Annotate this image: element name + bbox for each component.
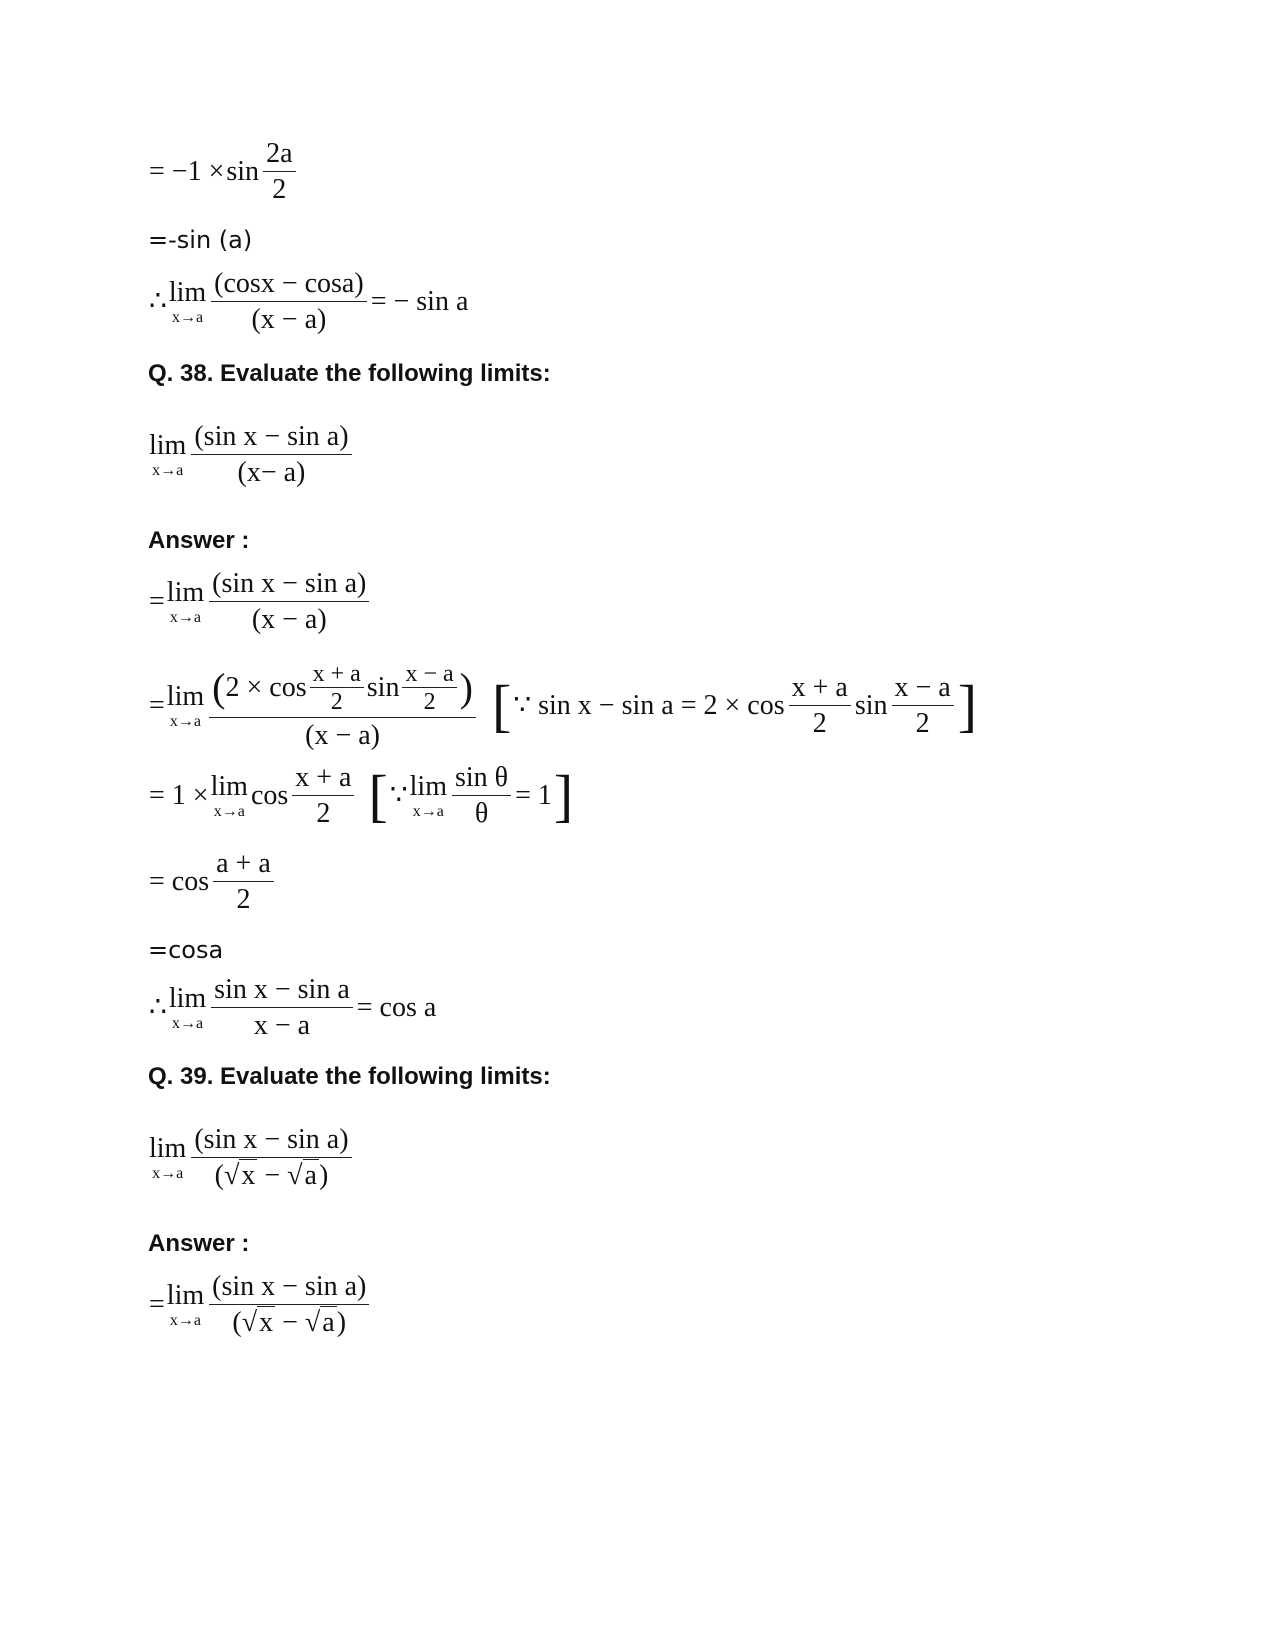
minus-sign: − xyxy=(264,1160,281,1191)
lim-subscript: x→a xyxy=(152,461,184,479)
lim-subscript: x→a xyxy=(169,712,202,730)
minus-sign: − xyxy=(282,1307,298,1338)
lim-text: lim xyxy=(166,680,205,712)
fraction xyxy=(191,1126,351,1190)
note-fraction-1 xyxy=(789,674,851,738)
answer-38-step-2 xyxy=(148,662,978,750)
because-symbol: ∵ xyxy=(389,780,408,811)
left-paren: ( xyxy=(214,1160,224,1191)
sin-function: sin xyxy=(226,156,260,187)
question-39-expression xyxy=(148,1126,355,1190)
note-right-bracket: ] xyxy=(957,672,978,738)
sqrt-symbol: √ xyxy=(241,1307,258,1338)
answer-38-step-3 xyxy=(148,764,574,828)
fraction xyxy=(292,764,354,828)
denominator xyxy=(209,1304,369,1337)
limit-operator xyxy=(166,1279,205,1329)
note-right-bracket: ] xyxy=(553,762,574,828)
right-paren: ) xyxy=(336,1307,347,1338)
right-paren: ) xyxy=(459,665,473,710)
lim-subscript: x→a xyxy=(152,1164,184,1182)
question-38-heading: Q. 38. Evaluate the following limits: xyxy=(148,360,551,387)
note-rhs: = 1 xyxy=(515,780,552,811)
identity-note: ∵ sin x − sin a = 2 × cos xyxy=(513,690,785,721)
left-paren: ( xyxy=(232,1307,242,1338)
lim-text: lim xyxy=(409,770,447,802)
note-left-bracket: [ xyxy=(491,672,512,738)
note-fraction xyxy=(452,764,511,828)
step-minus-sin-a: =-sin (a) xyxy=(148,226,253,254)
right-paren: ) xyxy=(318,1160,329,1191)
limit-operator xyxy=(166,680,205,730)
denominator: (x − a) xyxy=(209,601,369,634)
radicand-a: a xyxy=(304,1160,317,1191)
therefore-symbol: ∴ xyxy=(149,286,167,317)
step-sin-2a-over-2 xyxy=(148,140,299,204)
sqrt-symbol: √ xyxy=(304,1307,321,1338)
lim-subscript: x→a xyxy=(412,802,444,820)
numerator: 2a xyxy=(266,138,293,169)
limit-operator xyxy=(149,1132,187,1182)
denominator: 2 xyxy=(292,795,354,828)
equation-prefix: = cos xyxy=(149,866,210,897)
cos-function: cos xyxy=(250,780,289,811)
numerator: (cosx − cosa) xyxy=(214,268,364,299)
numerator: (sin x − sin a) xyxy=(212,568,367,599)
equals-sign: = xyxy=(149,690,165,721)
rhs: = − sin a xyxy=(370,286,469,317)
answer-label-39: Answer : xyxy=(148,1230,250,1257)
denominator: 2 xyxy=(263,171,295,204)
fraction xyxy=(211,976,353,1040)
denominator: 2 xyxy=(402,687,456,714)
numerator: x − a xyxy=(405,661,454,687)
limit-operator xyxy=(168,982,207,1032)
sqrt-symbol: √ xyxy=(223,1160,240,1191)
lim-text: lim xyxy=(210,770,248,802)
numerator: x + a xyxy=(791,672,848,703)
denominator: (x − a) xyxy=(209,717,476,750)
numerator: sin θ xyxy=(454,762,509,793)
coefficient-cos: 2 × cos xyxy=(225,672,307,703)
denominator: θ xyxy=(452,795,511,828)
limit-operator xyxy=(166,576,205,626)
answer-label-38: Answer : xyxy=(148,527,250,554)
equals-sign: = xyxy=(149,586,165,617)
fraction xyxy=(263,140,295,204)
sin-function: sin xyxy=(854,690,888,721)
denominator: x − a xyxy=(211,1007,353,1040)
inner-fraction-2 xyxy=(402,662,456,714)
lim-text: lim xyxy=(168,276,207,308)
numerator: x − a xyxy=(894,672,951,703)
denominator: 2 xyxy=(789,705,851,738)
lim-text: lim xyxy=(166,576,205,608)
question-38-expression xyxy=(148,423,355,487)
radicand-x: x xyxy=(241,1160,256,1191)
numerator: x + a xyxy=(295,762,352,793)
numerator: sin x − sin a xyxy=(214,974,350,1005)
lim-text: lim xyxy=(166,1279,205,1311)
radicand-x: x xyxy=(259,1307,274,1338)
numerator xyxy=(209,662,476,717)
numerator: a + a xyxy=(216,848,271,879)
numerator: (sin x − sin a) xyxy=(194,421,349,452)
lim-subscript: x→a xyxy=(171,308,204,326)
denominator: (x − a) xyxy=(211,301,367,334)
lim-text: lim xyxy=(149,429,187,461)
denominator: 2 xyxy=(213,881,274,914)
limit-operator xyxy=(149,429,187,479)
equals-sign: = xyxy=(149,1289,165,1320)
numerator: x + a xyxy=(312,661,361,687)
fraction xyxy=(209,570,369,634)
denominator: (x− a) xyxy=(191,454,351,487)
denominator: 2 xyxy=(310,687,364,714)
note-fraction-2 xyxy=(892,674,954,738)
denominator: 2 xyxy=(892,705,954,738)
rhs: = cos a xyxy=(356,992,437,1023)
numerator: (sin x − sin a) xyxy=(194,1124,349,1155)
equation-prefix: = −1 × xyxy=(149,156,225,187)
result-q37 xyxy=(148,270,469,334)
equation-prefix: = 1 × xyxy=(149,780,209,811)
result-q38 xyxy=(148,976,437,1040)
question-39-heading: Q. 39. Evaluate the following limits: xyxy=(148,1063,551,1090)
lim-subscript: x→a xyxy=(169,608,202,626)
radicand-a: a xyxy=(322,1307,335,1338)
fraction xyxy=(209,1273,369,1337)
lim-text: lim xyxy=(149,1132,187,1164)
answer-38-step-1 xyxy=(148,570,372,634)
lim-subscript: x→a xyxy=(169,1311,202,1329)
limit-operator xyxy=(210,770,248,820)
note-left-bracket: [ xyxy=(368,762,388,828)
fraction xyxy=(191,423,351,487)
limit-operator xyxy=(168,276,207,326)
sin-function: sin xyxy=(366,672,400,703)
left-paren: ( xyxy=(212,665,226,710)
therefore-symbol: ∴ xyxy=(149,992,167,1023)
numerator: (sin x − sin a) xyxy=(212,1271,367,1302)
answer-38-step-5: =cosa xyxy=(148,936,224,964)
denominator xyxy=(191,1157,351,1190)
inner-fraction-1 xyxy=(310,662,364,714)
answer-38-step-4 xyxy=(148,850,277,914)
fraction xyxy=(211,270,367,334)
lim-subscript: x→a xyxy=(171,1014,204,1032)
note-limit-operator xyxy=(409,770,447,820)
answer-39-step-1 xyxy=(148,1273,372,1337)
fraction xyxy=(213,850,274,914)
main-fraction xyxy=(209,662,476,750)
sqrt-symbol: √ xyxy=(287,1160,303,1191)
lim-subscript: x→a xyxy=(213,802,245,820)
lim-text: lim xyxy=(168,982,207,1014)
